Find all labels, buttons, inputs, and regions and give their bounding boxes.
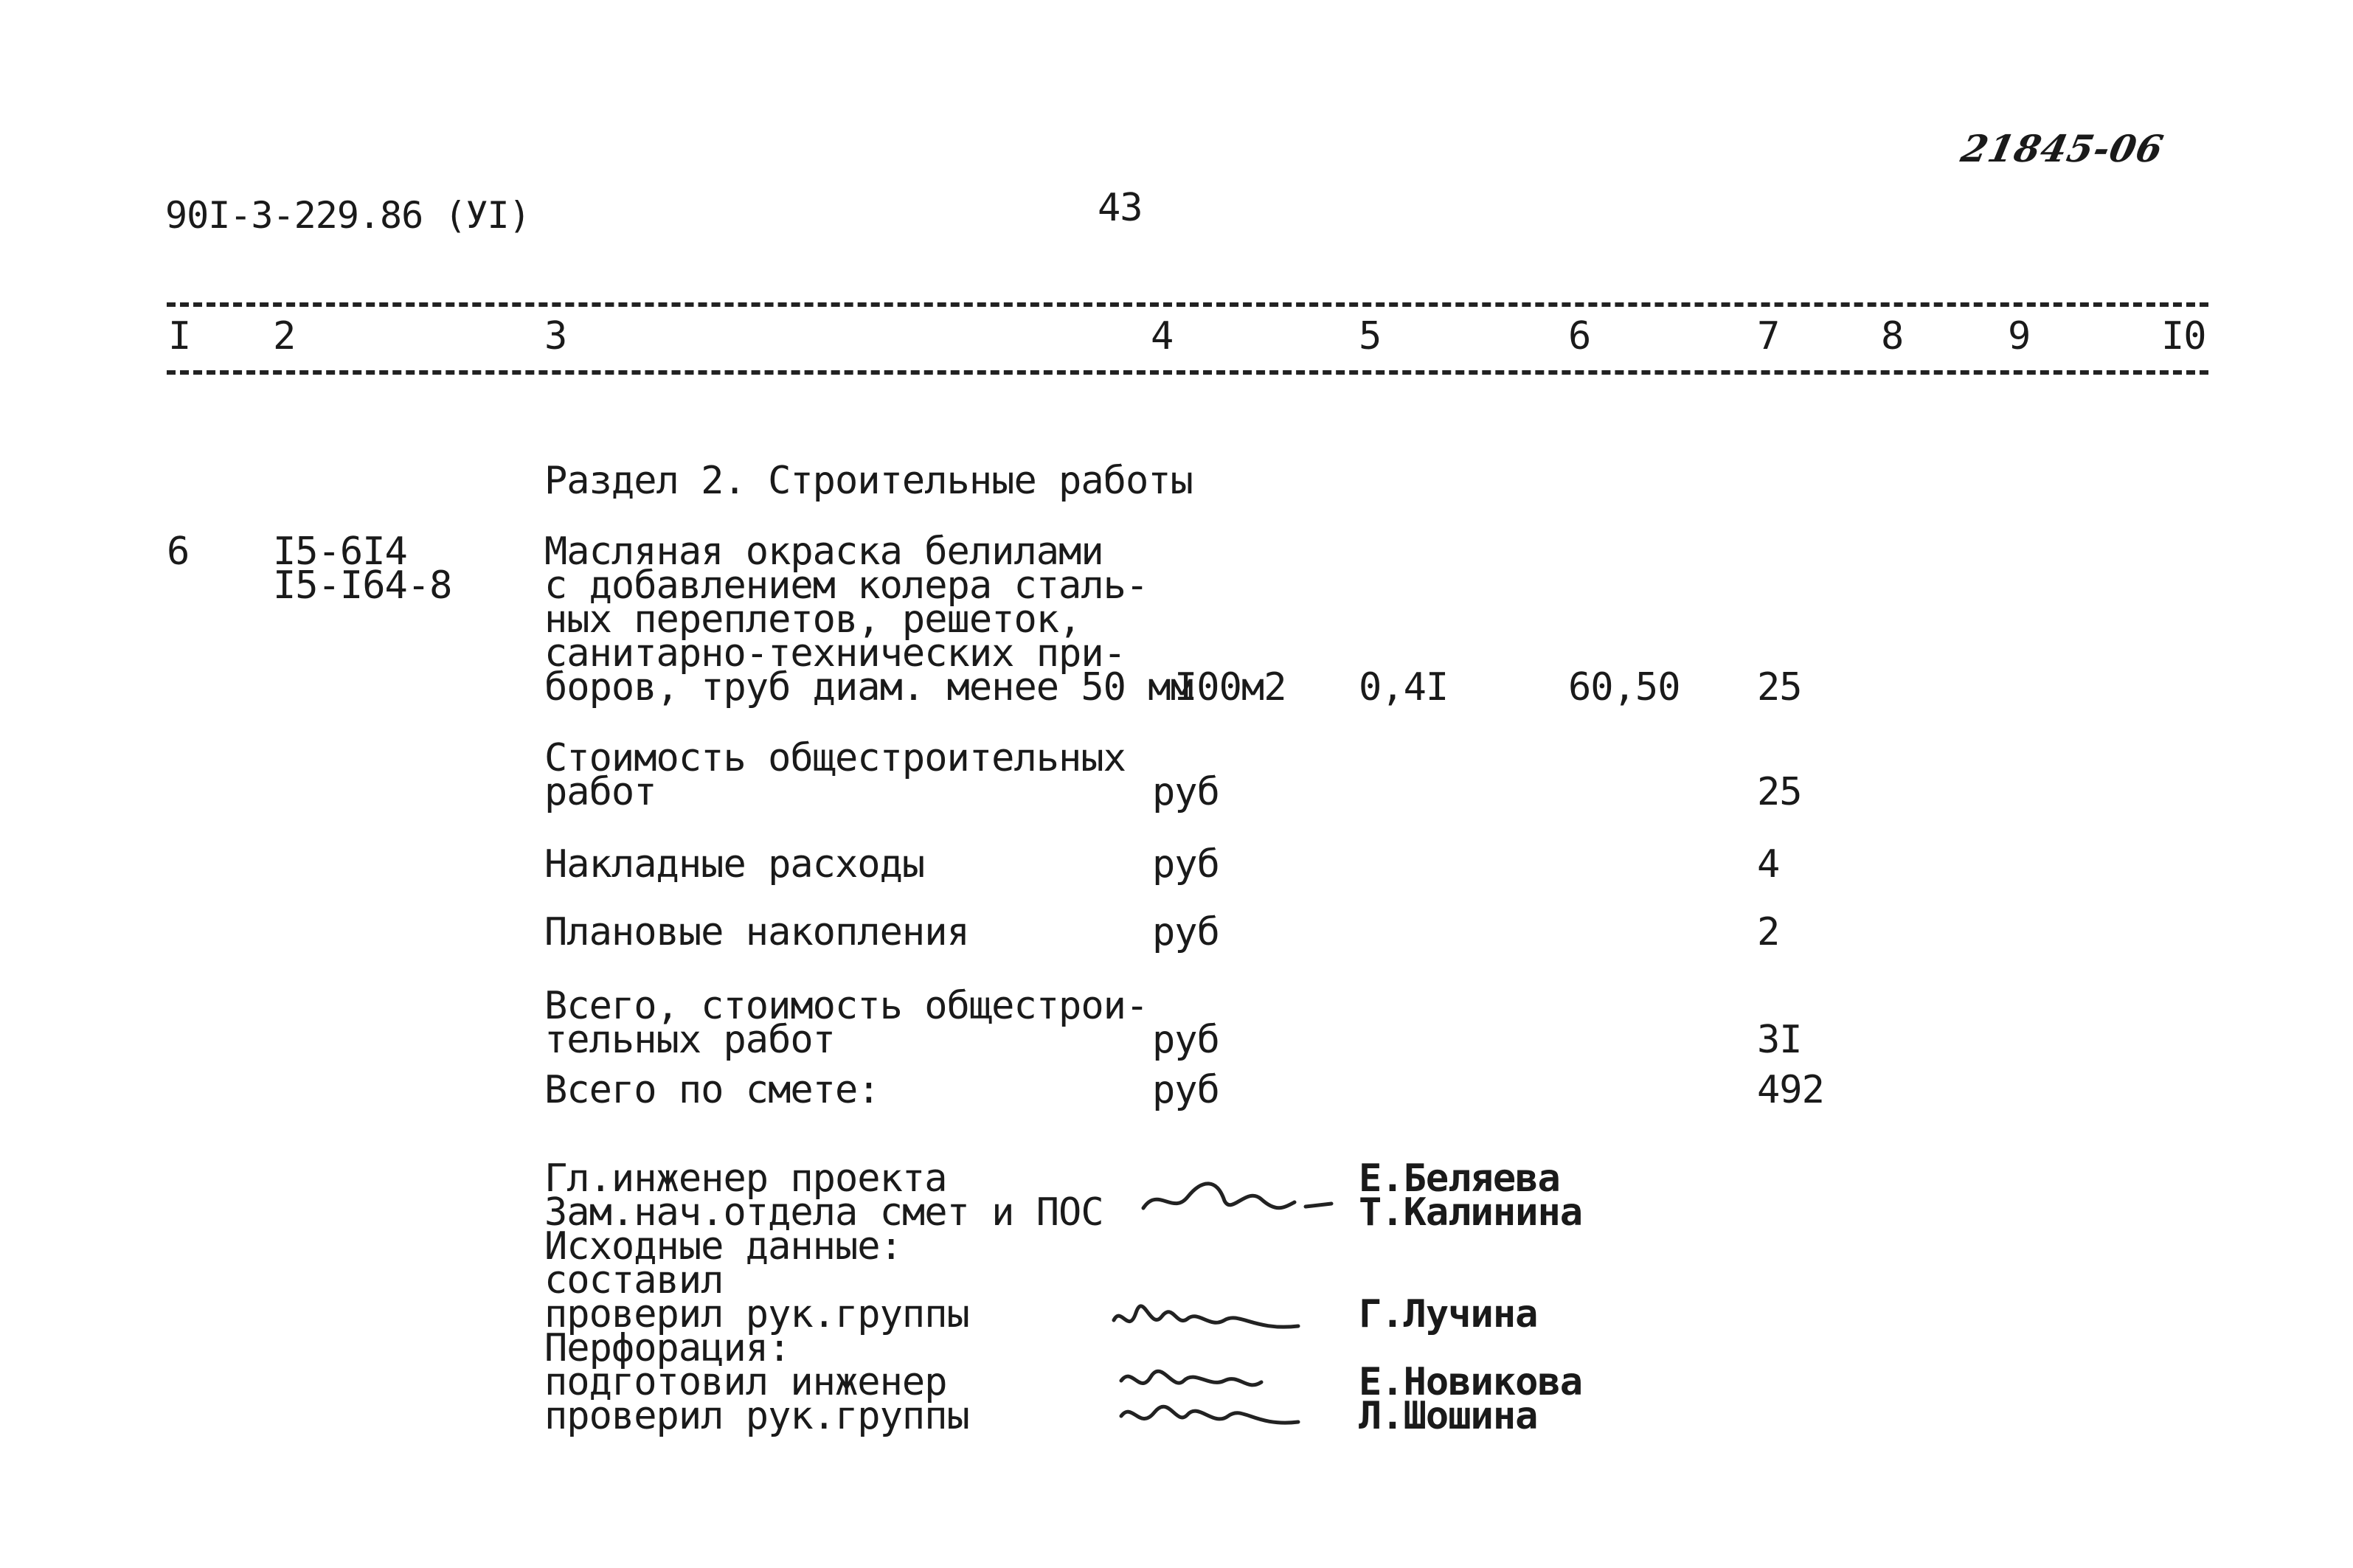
item-description-line-5: боров, труб диам. менее 50 мм — [544, 665, 1193, 710]
column-header-5: 5 — [1359, 314, 1382, 358]
handwritten-signature — [1106, 1291, 1313, 1342]
summary-value: 3I — [1757, 1018, 1802, 1062]
signatory-name-chief-engineer: Е.Беляева — [1359, 1156, 1560, 1201]
summary-unit: руб — [1152, 770, 1219, 814]
handwritten-signature — [1114, 1394, 1320, 1446]
summary-label-line: Всего по смете: — [544, 1068, 880, 1112]
signatory-name-preparer: Е.Новикова — [1359, 1360, 1583, 1404]
signature-role: проверил рук.группы — [544, 1292, 969, 1336]
item-unit-price: 60,50 — [1568, 665, 1680, 710]
summary-unit: руб — [1152, 1018, 1219, 1062]
summary-label-line: Стоимость общестроительных — [544, 736, 1126, 780]
column-header-10: I0 — [2161, 314, 2206, 358]
item-description-line-2: с добавлением колера сталь- — [544, 563, 1148, 608]
summary-unit: руб — [1152, 1068, 1219, 1112]
signature-role: подготовил инженер — [544, 1360, 947, 1404]
summary-label-line: Накладные расходы — [544, 842, 925, 887]
page-number: 43 — [1098, 186, 1143, 230]
item-description-line-3: ных переплетов, решеток, — [544, 597, 1081, 642]
item-code-2: I5-I64-8 — [273, 563, 452, 608]
signatory-name-checker: Г.Лучина — [1359, 1292, 1538, 1336]
signature-role: проверил рук.группы — [544, 1394, 969, 1438]
column-header-8: 8 — [1881, 314, 1904, 358]
summary-label-line: работ — [544, 770, 656, 814]
signature-role: составил — [544, 1258, 724, 1302]
signatory-name-checker-2: Л.Шошина — [1359, 1394, 1538, 1438]
summary-value: 25 — [1757, 770, 1802, 814]
summary-value: 492 — [1757, 1068, 1824, 1112]
summary-label-line: Всего, стоимость общестрои- — [544, 984, 1148, 1028]
summary-label-line: тельных работ — [544, 1018, 835, 1062]
item-unit: I00м2 — [1174, 665, 1286, 710]
column-header-4: 4 — [1151, 314, 1174, 358]
column-header-2: 2 — [273, 314, 296, 358]
item-total: 25 — [1757, 665, 1802, 710]
summary-value: 2 — [1757, 910, 1780, 954]
column-header-1: I — [168, 314, 191, 358]
signature-role: Зам.нач.отдела смет и ПОС — [544, 1190, 1103, 1235]
item-quantity: 0,4I — [1359, 665, 1449, 710]
column-header-9: 9 — [2008, 314, 2031, 358]
column-header-7: 7 — [1757, 314, 1780, 358]
header-divider-bottom — [167, 370, 2208, 375]
column-header-3: 3 — [544, 314, 567, 358]
signatory-name-deputy-head: Т.Калинина — [1359, 1190, 1583, 1235]
summary-label-line: Плановые накопления — [544, 910, 969, 954]
section-title: Раздел 2. Строительные работы — [544, 459, 1193, 503]
item-description-line-4: санитарно-технических при- — [544, 631, 1126, 676]
signature-role: Гл.инженер проекта — [544, 1156, 947, 1201]
header-divider-top — [167, 302, 2208, 307]
summary-unit: руб — [1152, 910, 1219, 954]
handwritten-signature — [1136, 1171, 1342, 1223]
column-header-6: 6 — [1568, 314, 1591, 358]
handwritten-document-number: 21845-06 — [1957, 127, 2168, 170]
item-code-1: I5-6I4 — [273, 530, 407, 574]
signature-role: Перфорация: — [544, 1326, 791, 1370]
summary-value: 4 — [1757, 842, 1780, 887]
item-description-line-1: Масляная окраска белилами — [544, 530, 1103, 574]
summary-unit: руб — [1152, 842, 1219, 887]
document-code: 90I-3-229.86 (УI) — [165, 194, 530, 237]
item-number: 6 — [167, 530, 190, 574]
signature-role: Исходные данные: — [544, 1224, 902, 1269]
